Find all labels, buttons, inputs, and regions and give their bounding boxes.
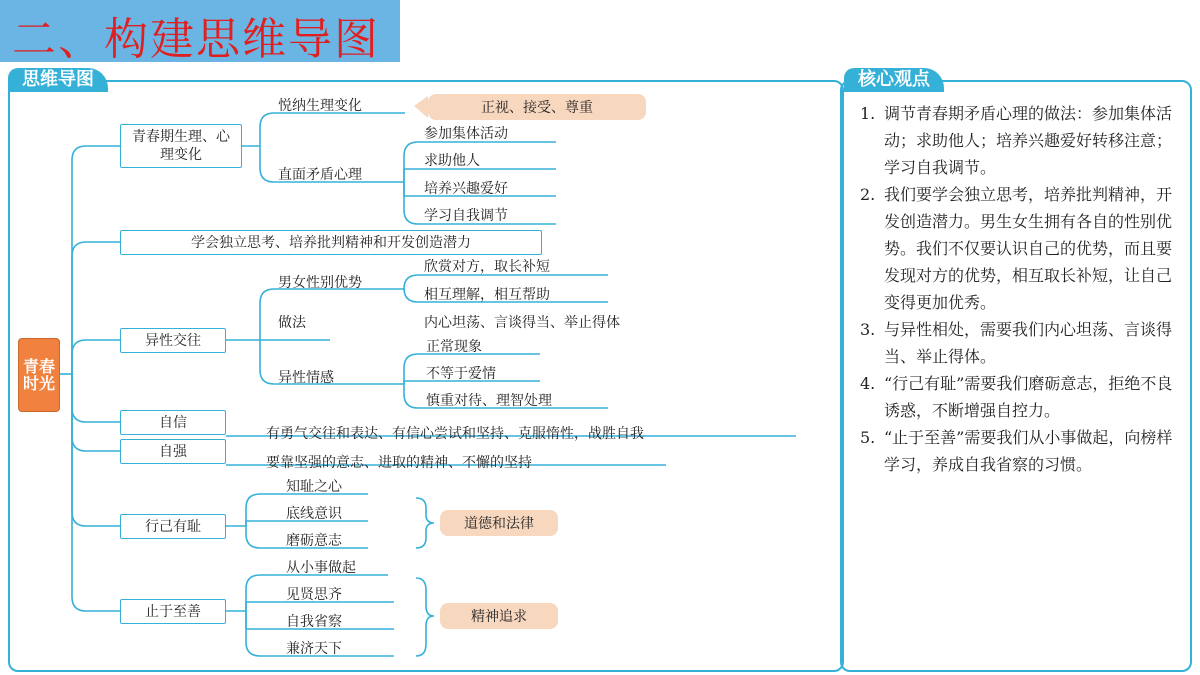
viewpoint-number: 2. [860,185,876,204]
viewpoint-number: 4. [860,374,876,393]
tag-spiritual-pursuit: 精神追求 [440,603,558,629]
viewpoint-text: “止于至善”需要我们从小事做起，向榜样学习，养成自我省察的习惯。 [884,428,1173,474]
viewpoint-text: 我们要学会独立思考，培养批判精神，开发创造潜力。男生女生拥有各自的性别优势。我们不仅要认识自己的优势，而且要发现对方的优势，相互取长补短，让自己变得更加优秀。 [884,185,1173,312]
viewpoint-number: 5. [860,428,876,447]
leaf-appreciate-each-other: 欣赏对方，取长补短 [424,259,550,275]
leaf-self-improvement-text: 要靠坚强的意志、进取的精神、不懈的坚持 [266,455,532,471]
leaf-temper-will: 磨砺意志 [286,533,342,549]
leaf-join-group-activities: 参加集体活动 [424,126,508,142]
viewpoint-number: 3. [860,320,876,339]
mindmap-root: 青春时光 [18,338,60,412]
leaf-sincere-appropriate: 内心坦荡、言谈得当、举止得体 [424,315,620,331]
node-gender-advantages: 男女性别优势 [278,275,362,291]
viewpoint-item [860,316,1175,370]
leaf-confidence-text: 有勇气交往和表达、有信心尝试和坚持、克服惰性，战胜自我 [266,426,644,442]
viewpoint-text: 调节青春期矛盾心理的做法：参加集体活动；求助他人；培养兴趣爱好转移注意；学习自我调节。 [884,104,1173,177]
viewpoint-number: 1. [860,104,876,123]
branch-self-confidence: 自信 [120,410,226,435]
branch-strive-for-excellence: 止于至善 [120,599,226,624]
leaf-not-love: 不等于爱情 [426,366,496,382]
mindmap-tab: 思维导图 [8,68,108,92]
viewpoint-item [860,100,1175,181]
tag-morality-and-law: 道德和法律 [440,510,558,536]
leaf-normal-phenomenon: 正常现象 [426,339,482,355]
node-approach: 做法 [278,315,306,331]
leaf-seek-help: 求助他人 [424,153,480,169]
viewpoint-item [860,181,1175,316]
branch-opposite-sex-interaction: 异性交往 [120,328,226,353]
leaf-handle-rationally: 慎重对待、理智处理 [426,393,552,409]
viewpoints-list [860,100,1175,478]
leaf-sense-of-shame: 知耻之心 [286,479,342,495]
viewpoints-tab: 核心观点 [844,68,944,92]
leaf-understand-help: 相互理解，相互帮助 [424,287,550,303]
node-accept-physical-changes: 悦纳生理变化 [278,98,362,114]
leaf-start-small: 从小事做起 [286,560,356,576]
viewpoint-item [860,424,1175,478]
leaf-self-reflection: 自我省察 [286,614,342,630]
leaf-self-regulation: 学习自我调节 [424,208,508,224]
tag-face-accept-respect: 正视、接受、尊重 [428,94,646,120]
branch-independent-thinking: 学会独立思考、培养批判精神和开发创造潜力 [120,230,542,255]
leaf-benefit-world: 兼济天下 [286,641,342,657]
page-title: 二、构建思维导图 [12,14,380,65]
node-face-contradictions: 直面矛盾心理 [278,167,362,183]
viewpoint-text: “行己有耻”需要我们磨砺意志，拒绝不良诱惑，不断增强自控力。 [884,374,1173,420]
viewpoint-text: 与异性相处，需要我们内心坦荡、言谈得当、举止得体。 [884,320,1173,366]
node-opposite-sex-feelings: 异性情感 [278,370,334,386]
branch-self-improvement: 自强 [120,439,226,464]
branch-sense-of-shame: 行己有耻 [120,514,226,539]
viewpoint-item [860,370,1175,424]
leaf-emulate-virtuous: 见贤思齐 [286,587,342,603]
leaf-cultivate-interests: 培养兴趣爱好 [424,181,508,197]
leaf-bottom-line: 底线意识 [286,506,342,522]
branch-puberty-changes: 青春期生理、心理变化 [120,124,242,168]
